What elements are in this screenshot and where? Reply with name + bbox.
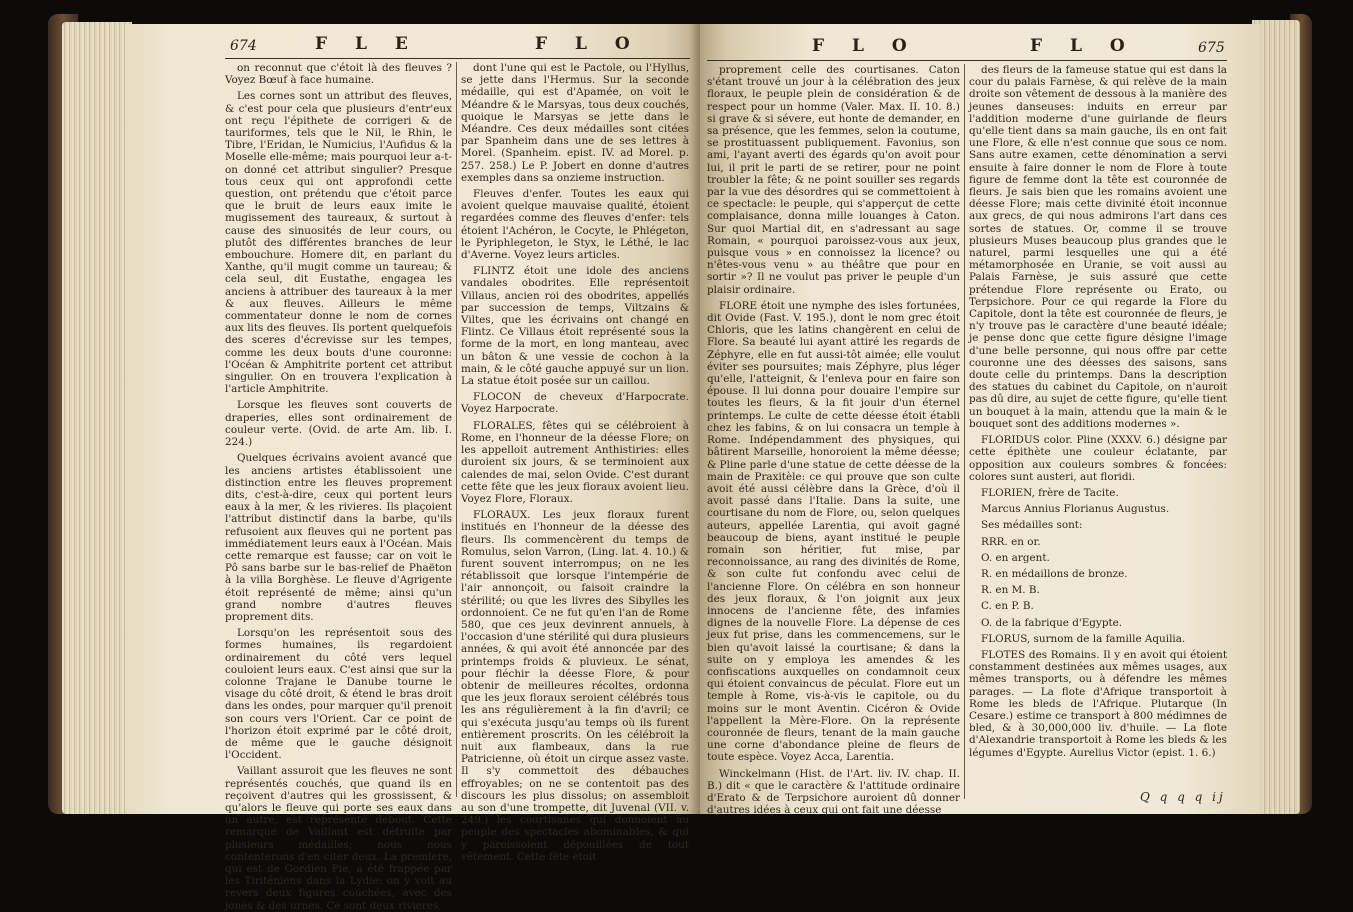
- paragraph: FLORUS, surnom de la famille Aquilia.: [981, 632, 1186, 645]
- paragraph: R. en médaillons de bronze.: [981, 567, 1128, 580]
- paragraph: FLORALES, fêtes qui se célébroient à Rome, en l'honneur de la déesse Flore; on les appelloit autrement Anthistiries: elles duroient six jours, & se terminoient aux calendes de mai, selon Ovide. C'est durant cette fête que les jeux floraux avoient lieu. Voyez Flore, Floraux.: [461, 419, 689, 505]
- paragraph: dont l'une qui est le Pactole, ou l'Hyllus, se jette dans l'Hermus. Sur la seconde médaille, qui est d'Apamée, on voit le Méandre & le Marsyas, tous deux couchés, quoique le Marsyas se jette dans le Méandre. Ces deux médailles sont citées par Spanheim dans une de ses lettres à Morel. (Spanheim. epist. IV. ad Morel. p. 257. 258.) Le P. Jobert en donne d'autres exemples dans sa onzieme instruction.: [461, 62, 689, 184]
- signature-mark: Q q q q ij: [1140, 790, 1226, 804]
- left-header-rule: [225, 58, 690, 59]
- page-edges-left: [62, 22, 132, 814]
- paragraph: des fleurs de la fameuse statue qui est dans la cour du palais Farnèse, & qui relève de la main droite son vêtement de dessous à la manière des jeunes danseuses: induits en erreur par l'addition moderne d'une guirlande de fleurs qu'elle tient dans sa main gauche, ils en ont fait une Flore, & elle n'est connue que sous ce nom. Sans autre examen, cette dénomination a servi ensuite à faire donner le nom de Flore à toute figure de femme dont la tête est couronnée de fleurs. Je sais bien que les romains avoient une déesse Flore; mais cette divinité étoit inconnue aux grecs, de qui nous admirons l'art dans ces sortes de statues. Or, comme il se trouve plusieurs Muses beaucoup plus grandes que le naturel, parmi lesquelles une qui a été métamorphosée en Uranie, se voit aussi au Palais Farnèse, je suis assuré que cette prétendue Flore représente ou Erato, ou Terpsichore. Pour ce qui regarde la Flore du Capitole, dont la tête est couronnée de fleurs, je n'y trouve pas le caractère d'une beauté idéale; je pense donc que cette figure désigne l'image d'une belle personne, qui nous offre par cette couronne une des déesses des saisons, sans doute celle du printemps. Dans la description des statues du cabinet du Capitole, on n'auroit pas dû dire, au sujet de cette figure, qu'elle tient un bouquet à la main, attendu que la main & le bouquet sont des additions modernes ».: [969, 64, 1227, 430]
- right-column-1: [707, 64, 960, 817]
- paragraph: Winckelmann (Hist. de l'Art. liv. IV. chap. II. B.) dit « que le caractère & l'attitude ordinaire d'Erato & de Terpsichore auroient dû donner d'autres idées à ceux qui ont fait une déesse: [707, 767, 960, 817]
- right-running-head-left: F L O: [812, 36, 918, 56]
- right-column-divider: [964, 64, 965, 799]
- left-page-number: 674: [230, 38, 257, 54]
- paragraph: Lorsqu'on les représentoit sous des formes humaines, ils regardoient ordinairement du côté vers lequel couloient leurs eaux. C'est ainsi que sur la colonne Trajane le Danube tourne le visage du côté droit, & étend le bras droit dans les ondes, pour marquer qu'il prenoit son cours vers l'Orient. Car ce point de l'horizon étoit exprimé par le côté droit, de même que le gauche désignoit l'Occident.: [225, 627, 452, 762]
- paragraph: Fleuves d'enfer. Toutes les eaux qui avoient quelque mauvaise qualité, étoient regardées comme des fleuves d'enfer: tels étoient l'Achéron, le Cocyte, le Phlégeton, le Pyriphlegeton, le Styx, le Léthé, le lac d'Averne. Voyez leurs articles.: [461, 188, 689, 262]
- paragraph: Ses médailles sont:: [981, 519, 1083, 532]
- paragraph: Les cornes sont un attribut des fleuves, & c'est pour cela que plusieurs d'entr'eux ont reçu l'épithete de corrigeri & de tauriformes, tels que le Nil, le Rhin, le Tibre, l'Eridan, le Numicius, l'Aufidus & la Moselle elle-même; mais pourquoi leur a-t-on donné cet attribut singulier? Presque tous ceux qui ont approfondi cette question, ont prétendu que c'étoit parce que le bruit de leurs eaux imite le mugissement des taureaux, & surtout à cause des sinuosités de leur cours, ou plutôt des différentes branches de leur embouchure. Homere dit, en parlant du Xanthe, qu'il mugit comme un taureau; & cela seul, dit Eustathe, engagea les anciens à attribuer des taureaux à la mer & aux fleuves. Ailleurs le même commentateur donne le nom de cornes aux lits des fleuves. Ils portent quelquefois des sceres d'écrevisse sur les tempes, comme les deux bouts d'une couronne: l'Océan & Amphitrite portent cet attribut singulier. On en trouvera l'explication à l'article Amphitrite.: [225, 90, 452, 396]
- left-running-head-right: F L O: [535, 34, 641, 54]
- paragraph: O. en argent.: [981, 551, 1050, 564]
- paragraph: FLOCON de cheveux d'Harpocrate. Voyez Harpocrate.: [461, 391, 689, 416]
- paragraph: FLORIDUS color. Pline (XXXV. 6.) désigne par cette épithète une couleur éclatante, par opposition aux couleurs sombres & foncées: colores sunt austeri, aut floridi.: [969, 434, 1227, 483]
- left-column-divider: [456, 62, 457, 797]
- paragraph: FLINTZ étoit une idole des anciens vandales obodrites. Elle représentoit Villaus, ancien roi des obodrites, appellés par succession de temps, Viltzains & Viltes, que les écrivains ont changé en Flintz. Ce Villaus étoit représenté sous la forme de la mort, en long manteau, avec un bâton & une vessie de cochon à la main, & le côté gauche appuyé sur un lion. La statue étoit posée sur un caillou.: [461, 265, 689, 388]
- right-column-2: [969, 64, 1227, 784]
- paragraph: on reconnut que c'étoit là des fleuves ? Voyez Bœuf à face humaine.: [225, 62, 452, 87]
- right-running-head-right: F L O: [1030, 36, 1136, 56]
- paragraph: FLORIEN, frère de Tacite.: [981, 486, 1119, 499]
- paragraph: proprement celle des courtisanes. Caton s'étant trouvé un jour à la célébration des jeux floraux, le peuple plein de considération & de respect pour un homme (Valer. Max. II. 10. 8.) si grave & si sévere, eut honte de demander, en sa présence, que les femmes, selon la coutume, se prostituassent publiquement. Favonius, son ami, l'ayant averti des égards qu'on avoit pour lui, il prit le parti de se retirer, pour ne point troubler la fête; & ne point souiller ses regards par la vue des désordres qui se commettoient à ce spectacle: le peuple, qui s'apperçut de cette complaisance, donna mille louanges à Caton. Sur quoi Martial dit, en s'adressant au sage Romain, « pourquoi paroissez-vous aux jeux, puisque vous » en connoissez la licence? ou n'êtes-vous venu » au théâtre que pour en sortir »? Il ne voulut pas priver le peuple d'un plaisir ordinaire.: [707, 64, 960, 296]
- paragraph: FLORAUX. Les jeux floraux furent institués en l'honneur de la déesse des fleurs. Ils commencèrent du temps de Romulus, selon Varron, (Ling. lat. 4. 10.) & furent souvent interrompus; on ne les rétablissoit que lorsque l'intempérie de l'air annonçoit, ou faisoit craindre la stérilité; ou que les livres des Sibylles les ordonnoient. Ce ne fut qu'en l'an de Rome 580, que ces jeux devinrent annuels, à l'occasion d'une stérilité qui dura plusieurs années, & qui avoit été annoncée par des printemps froids & pluvieux. Le sénat, pour fléchir la déesse Flore, & pour obtenir de meilleures récoltes, ordonna que les jeux floraux seroient célébrés tous les ans régulièrement à la fin d'avril; ce qui s'exécuta jusqu'au temps où ils furent entièrement proscrits. On les célébroit la nuit aux flambeaux, dans la rue Patricienne, où étoit un cirque assez vaste. Il s'y commettoit des débauches effroyables; on ne se contentoit pas des discours les plus dissolus; on assembloit au son d'une trompette, dit Juvenal (VII. v. 249.) les courtisanes qui donnoient au peuple des spectacles abominables, & qui y paroissoient dépouillées de tout vêtement. Cette fête étoit: [461, 509, 689, 863]
- paragraph: Marcus Annius Florianus Augustus.: [981, 503, 1170, 516]
- paragraph: C. en P. B.: [981, 600, 1034, 613]
- paragraph: O. de la fabrique d'Egypte.: [981, 616, 1123, 629]
- paragraph: RRR. en or.: [981, 535, 1041, 548]
- left-running-head-left: F L E: [315, 34, 419, 54]
- right-header-rule: [707, 60, 1227, 61]
- paragraph: FLORE étoit une nymphe des isles fortunées, dit Ovide (Fast. V. 195.), dont le nom grec étoit Chloris, que les latins changèrent en celui de Flore. Sa beauté lui ayant attiré les regards de Zéphyre, elle en fut aussi-tôt aimée; elle voulut éviter ses poursuites; mais Zéphyre, plus léger qu'elle, l'atteignit, & l'enleva pour en faire son épouse. Il lui donna pour douaire l'empire sur toutes les fleurs, & la fit jouir d'un éternel printemps. Le culte de cette déesse étoit établi chez les fabins, & on lui consacra un temple à Rome. Indépendamment des physiques, qui bâtirent Marseille, honoroient la même déesse; & Pline parle d'une statue de cette déesse de la main de Praxitèle: ce qui prouve que son culte avoit été aussi célèbre dans la Grèce, d'où il avoit passé dans l'Italie. Dans la suite, une courtisane du nom de Flore, ou, selon quelques auteurs, appellée Larentia, qui avoit gagné beaucoup de biens, ayant institué le peuple romain son héritier, fut mise, par reconnoissance, au rang des divinités de Rome, & son culte fut confondu avec celui de l'ancienne Flore. On célébra en son honneur des jeux floraux, & l'on joignit aux jeux innocens de l'ancienne fête, des infamies dignes de la nouvelle Flore. La dépense de ces jeux fut prise, dans les commencemens, sur le bien qu'avoit laissé la courtisane; & dans la suite on y employa les amendes & les confiscations auxquelles on condamnoit ceux qui étoient convaincus de péculat. Flore eut un temple à Rome, vis-à-vis le capitole, ou du moins sur le mont Aventin. Cicéron & Ovide l'appellent la Mère-Flore. On la représente couronnée de fleurs, tenant de la main gauche une corne d'abondance pleine de fleurs de toute espèce. Voyez Acca, Larentia.: [707, 299, 960, 764]
- paragraph: Lorsque les fleuves sont couverts de draperies, elles sont ordinairement de couleur verte. (Ovid. de arte Am. lib. I. 224.): [225, 399, 452, 449]
- paragraph: R. en M. B.: [981, 584, 1040, 597]
- left-column-1: [225, 62, 452, 912]
- paragraph: FLOTES des Romains. Il y en avoit qui étoient constamment destinées aux mêmes usages, aux mêmes transports, ou à défendre les mêmes parages. — La flote d'Afrique transportoit à Rome les bleds de l'Afrique. Plutarque (In Cesare.) estime ce transport à 800 médimnes de bled, & à 30,000,000 liv. d'huile. — La flote d'Alexandrie transportoit à Rome les bleds & les légumes d'Egypte. Aurelius Victor (epist. 1. 6.): [969, 648, 1227, 759]
- paragraph: Vaillant assuroit que les fleuves ne sont représentés couchés, que quand ils en reçoivent d'autres qui les grossissent, & qu'alors le fleuve qui porte ses eaux dans un autre, est représenté debout. Cette remarque de Vaillant est détruite par plusieurs médailles; nous nous contenterons d'en citer deux. La premiere, qui est de Gordien Pie, a été frappée par les Tiriténiens dans la Lydie: on y voit au revers deux figures couchées, avec des jones & des urnes. Ce sont deux rivieres,: [225, 765, 452, 912]
- right-page-number: 675: [1198, 40, 1225, 56]
- left-column-2: [461, 62, 689, 863]
- paragraph: Quelques écrivains avoient avancé que les anciens artistes établissoient une distinction entre les fleuves proprement dits, c'est-à-dire, ceux qui portent leurs eaux à la mer, & les rivieres. Ils plaçoient l'attribut distinctif dans la barbe, qu'ils refusoient aux fleuves qui ne portent pas immédiatement leurs eaux à l'Océan. Mais cette remarque est fausse; car on voit le Pô sans barbe sur le bas-relief de Phaëton à la villa Borghèse. Le fleuve d'Agrigente étoit représenté de même; ainsi qu'un grand nombre d'autres fleuves proprement dits.: [225, 452, 452, 623]
